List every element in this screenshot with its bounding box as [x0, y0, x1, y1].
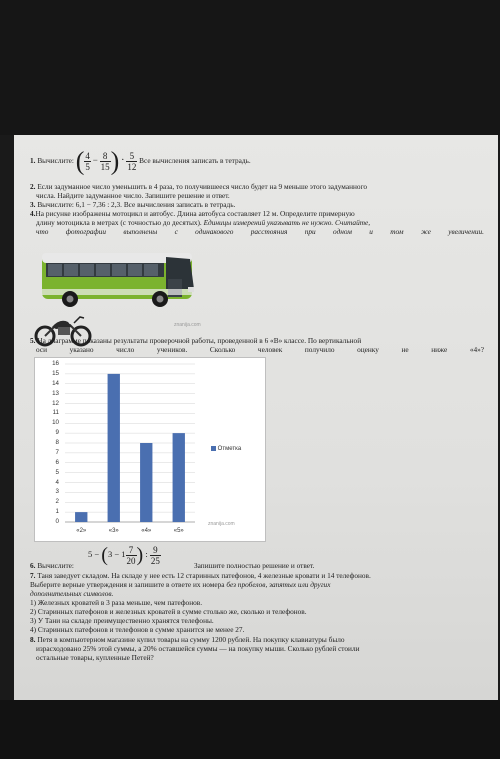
fraction-8-15: $\frac{8}{15}$	[100, 150, 110, 172]
x-tick-label: «5»	[173, 528, 184, 534]
task-1-number: 1.	[30, 156, 36, 165]
task-4-line-3: что фотографии выполнены с одинакового расстояния при одном и том же увеличении.	[36, 227, 484, 236]
legend-swatch	[211, 446, 216, 451]
chart-bar	[140, 443, 152, 522]
chart-bar	[173, 433, 185, 522]
task-7-option-4: 4) Старинных патефонов и телефонов в сумме хранится не менее 27.	[30, 625, 245, 634]
task-7-line-1: 7. Таня заведует складом. На складе у нее есть 12 старинных патефонов, 4 железные кровати и 14 телефонов.	[30, 571, 371, 580]
y-tick-label: 9	[55, 429, 59, 437]
task-5-line-1: 5. На диаграмме показаны результаты проверочной работы, проведенной в 6 «В» классе. По вертикальной	[30, 336, 362, 345]
x-tick-label: «2»	[76, 528, 87, 534]
task-6-expression: 5 − (3 − 1 $\frac{7}{20}$ ) : $\frac{9}{25}$	[88, 544, 160, 567]
task-4-line-2: длину мотоцикла в метрах (с точностью до десятых). Единицы измерений указывать не нужно. Считайте,	[36, 218, 371, 227]
y-tick-label: 8	[55, 439, 59, 446]
task-1: 1. Вычислите: ( $\frac{4}{5}$ − $\frac{8}{15}$ ) · $\frac{5}{12}$ Все вычисления записать в тетрадь.	[30, 146, 251, 176]
task-5-line-2: оси указано число учеников. Сколько человек получило оценку не ниже «4»?	[36, 345, 484, 354]
dark-top-border	[0, 0, 500, 135]
task-8-line-3: остальные товары, купленные Петей?	[36, 653, 154, 662]
chart-legend	[211, 446, 241, 452]
chart-bar	[75, 512, 87, 522]
x-tick-label: «3»	[108, 528, 119, 534]
task-1-note: Все вычисления записать в тетрадь.	[139, 156, 251, 165]
task-7-option-2: 2) Старинных патефонов и железных кроватей в сумме столько же, сколько и телефонов.	[30, 607, 307, 616]
task-8-line-2: израсходовано 25% этой суммы, а 20% оставшейся суммы — на покупку мыши. Сколько рублей стоили	[36, 644, 360, 653]
task-4-watermark: znanija.com	[174, 322, 201, 328]
y-tick-label: 3	[55, 488, 59, 496]
task-2-line-2: числа. Найдите задуманное число. Запишите решение и ответ.	[36, 191, 230, 200]
task-6-note: Запишите полностью решение и ответ.	[194, 561, 315, 570]
task-2-line-1: 2. Если задуманное число уменьшить в 4 раза, то получившееся число будет на 9 меньше этого задуманного	[30, 182, 368, 191]
fraction-4-5: $\frac{4}{5}$	[85, 150, 90, 172]
legend-label: Отметка	[217, 446, 242, 453]
y-tick-label: 6	[55, 458, 59, 466]
chart-bar	[108, 374, 120, 522]
y-tick-label: 11	[52, 409, 59, 417]
task-7-line-2: Выберите верные утверждения и запишите в ответе их номера без пробелов, запятых или других	[30, 580, 331, 589]
y-tick-label: 15	[52, 369, 59, 377]
y-tick-label: 5	[55, 468, 59, 476]
task-7-option-1: 1) Железных кроватей в 3 раза меньше, чем патефонов.	[30, 598, 203, 607]
y-tick-label: 2	[55, 498, 59, 506]
task-6-label: 6. Вычислите:	[30, 561, 74, 570]
y-tick-label: 10	[52, 419, 59, 427]
task-7-option-3: 3) У Тани на складе преимущественно хранятся телефоны.	[30, 616, 214, 625]
fraction-9-25: $\frac{9}{25}$	[150, 544, 160, 566]
dark-bottom-border	[0, 700, 500, 759]
x-axis-ticks	[35, 528, 267, 538]
task-8-line-1: 8. Петя в компьютерном магазине купил товары на сумму 1200 рублей. На покупку клавиатуры было	[30, 635, 345, 644]
x-tick-label: «4»	[141, 528, 152, 534]
y-tick-label: 13	[52, 389, 59, 397]
task-4-line-1: 4.На рисунке изображены мотоцикл и автобус. Длина автобуса составляет 12 м. Определите примерную	[30, 209, 355, 218]
y-tick-label: 12	[52, 399, 59, 407]
results-chart	[34, 357, 266, 542]
worksheet-page	[14, 135, 498, 700]
y-tick-label: 7	[55, 448, 59, 456]
task-3: 3. Вычислите: 6,1 − 7,36 : 2,3. Все вычисления записать в тетрадь.	[30, 200, 236, 209]
fraction-5-12: $\frac{5}{12}$	[127, 150, 137, 172]
bus-image	[40, 249, 200, 311]
task-7-line-3: дополнительных символов.	[30, 589, 114, 598]
task-1-label: Вычислите:	[37, 156, 74, 165]
y-tick-label: 1	[55, 508, 59, 516]
fraction-7-20: $\frac{7}{20}$	[126, 544, 136, 566]
y-tick-label: 4	[55, 478, 59, 486]
task-5-watermark: znanija.com	[208, 521, 235, 527]
y-tick-label: 0	[55, 518, 59, 525]
y-tick-label: 16	[52, 360, 59, 367]
y-tick-label: 14	[52, 379, 59, 387]
